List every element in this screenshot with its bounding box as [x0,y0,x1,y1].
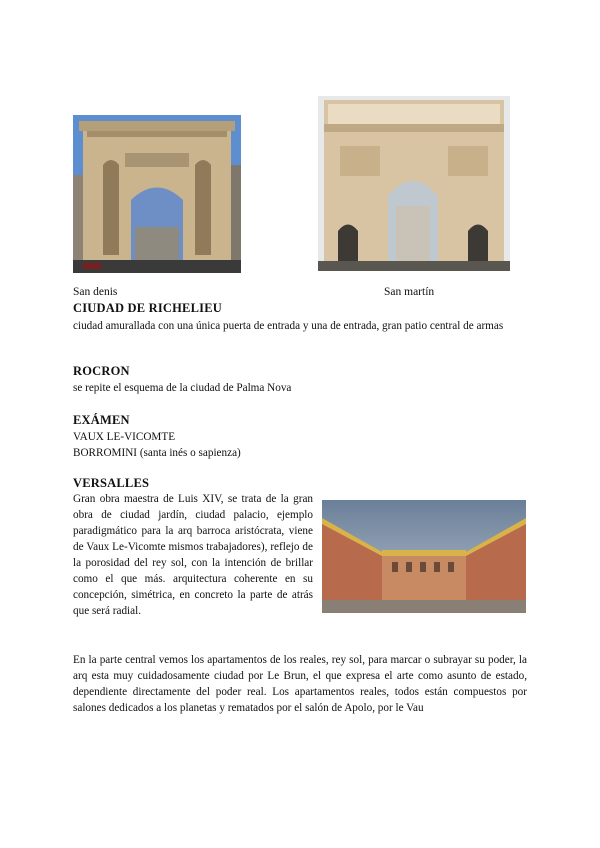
heading-richelieu: CIUDAD DE RICHELIEU [73,301,222,315]
san-martin-photo [318,96,510,271]
san-denis-illustration [73,115,241,273]
versalles-photo [322,500,526,613]
san-martin-illustration [318,96,510,271]
caption-san-denis: San denis [73,286,118,298]
heading-examen: EXÁMEN [73,413,130,427]
versalles-illustration [322,500,526,613]
versalles-body: Gran obra maestra de Luis XIV, se trata de la gran obra de ciudad jardín, ciudad palacio, ejemplo paradigmático para la arq barroca aristócrata, viene de Vaux Le-Vicomte mismos trabajadores), reflejo de la porosidad del rey sol, con la intención de brillar como el que más. arquitectura coherente en su concepción, simétrica, en concreto la parte de atrás que será radial. [73,493,313,617]
heading-rocron: ROCRON [73,364,130,378]
san-denis-photo [73,115,241,273]
caption-san-martin: San martín [384,286,435,298]
examen-line-2: BORROMINI (santa inés o sapienza) [73,447,241,459]
examen-line-1: VAUX LE-VICOMTE [73,431,176,443]
richelieu-body: ciudad amurallada con una única puerta de entrada y una de entrada, gran patio central de armas [73,320,504,332]
rocron-body: se repite el esquema de la ciudad de Palma Nova [73,382,292,394]
heading-versalles: VERSALLES [73,476,150,490]
versalles-paragraph-2: En la parte central vemos los apartamentos de los reales, rey sol, para marcar o subrayar su poder, la arq esta muy cuidadosamente ciudad por Le Brun, el que expresa el arte como asunto de estado, dependiente directamente del poder real. Los apartamentos reales, todos están compuestos por salones dedicados a los planetas y rematados por el salón de Apolo, por le Vau [73,654,527,714]
